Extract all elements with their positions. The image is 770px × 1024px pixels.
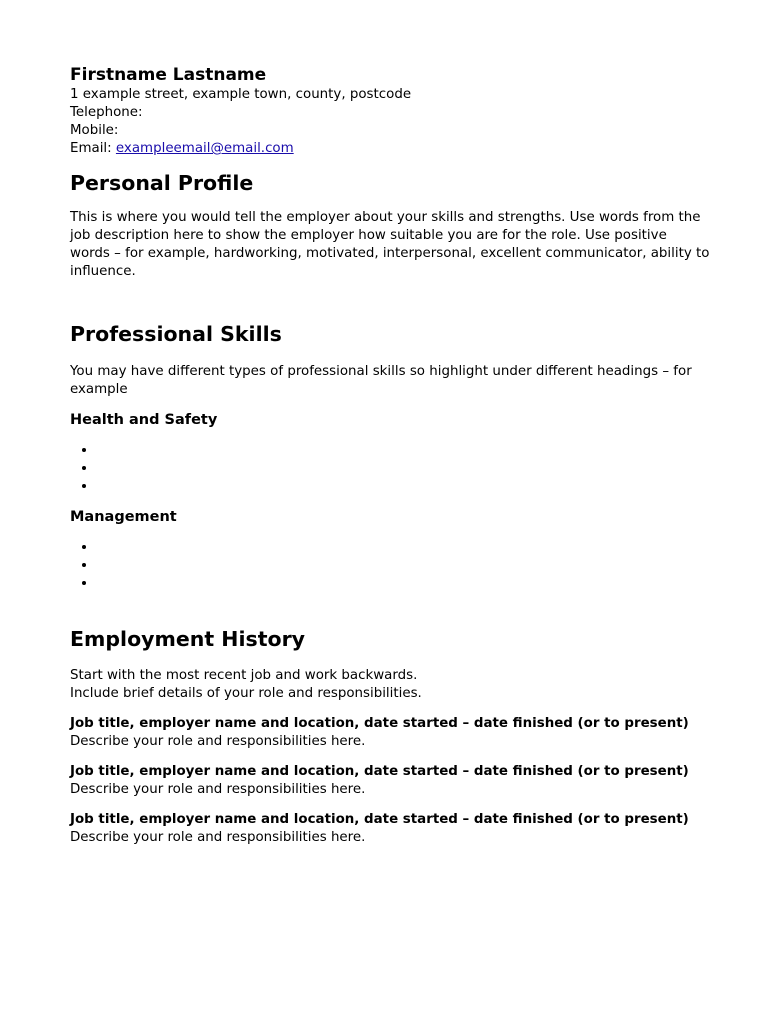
- health-safety-list: [70, 441, 710, 495]
- job-entry: [70, 763, 710, 799]
- address-line: 1 example street, example town, county, postcode: [70, 87, 412, 102]
- skill-group-heading-management: Management: [70, 509, 177, 525]
- list-item: [96, 459, 710, 477]
- personal-profile-text: This is where you would tell the employer about your skills and strengths. Use words from the job description here to show the employer how suitable you are for the role. Use positive words – for example, hardworking, motivated, interpersonal, excellent communicator, ability to influence.: [70, 210, 710, 279]
- cv-content: [70, 64, 710, 847]
- list-item: [96, 477, 710, 495]
- personal-profile-heading: Personal Profile: [70, 171, 254, 195]
- email-label: Email:: [70, 141, 116, 156]
- job-description: Describe your role and responsibilities here.: [70, 830, 366, 845]
- job-entry: [70, 811, 710, 847]
- contact-block: [70, 64, 710, 158]
- job-description: Describe your role and responsibilities here.: [70, 782, 366, 797]
- telephone-line: Telephone:: [70, 105, 143, 120]
- applicant-name: Firstname Lastname: [70, 65, 267, 85]
- list-item: [96, 574, 710, 592]
- employment-intro: [70, 667, 710, 703]
- list-item: [96, 538, 710, 556]
- email-line: [70, 140, 710, 158]
- job-title: Job title, employer name and location, date started – date finished (or to present): [70, 764, 689, 779]
- job-title: Job title, employer name and location, date started – date finished (or to present): [70, 716, 689, 731]
- email-link[interactable]: exampleemail@email.com: [115, 141, 294, 156]
- employment-history-heading: Employment History: [70, 627, 306, 651]
- professional-skills-intro: You may have different types of professional skills so highlight under different headings – for example: [70, 364, 692, 397]
- employment-intro-line-2: Include brief details of your role and responsibilities.: [70, 686, 422, 701]
- skill-group-heading-health-safety: Health and Safety: [70, 412, 218, 428]
- management-list: [70, 538, 710, 592]
- job-description: Describe your role and responsibilities here.: [70, 734, 366, 749]
- job-entry: [70, 715, 710, 751]
- job-title: Job title, employer name and location, date started – date finished (or to present): [70, 812, 689, 827]
- mobile-line: Mobile:: [70, 123, 119, 138]
- professional-skills-heading: Professional Skills: [70, 322, 282, 346]
- list-item: [96, 441, 710, 459]
- employment-intro-line-1: Start with the most recent job and work backwards.: [70, 668, 418, 683]
- list-item: [96, 556, 710, 574]
